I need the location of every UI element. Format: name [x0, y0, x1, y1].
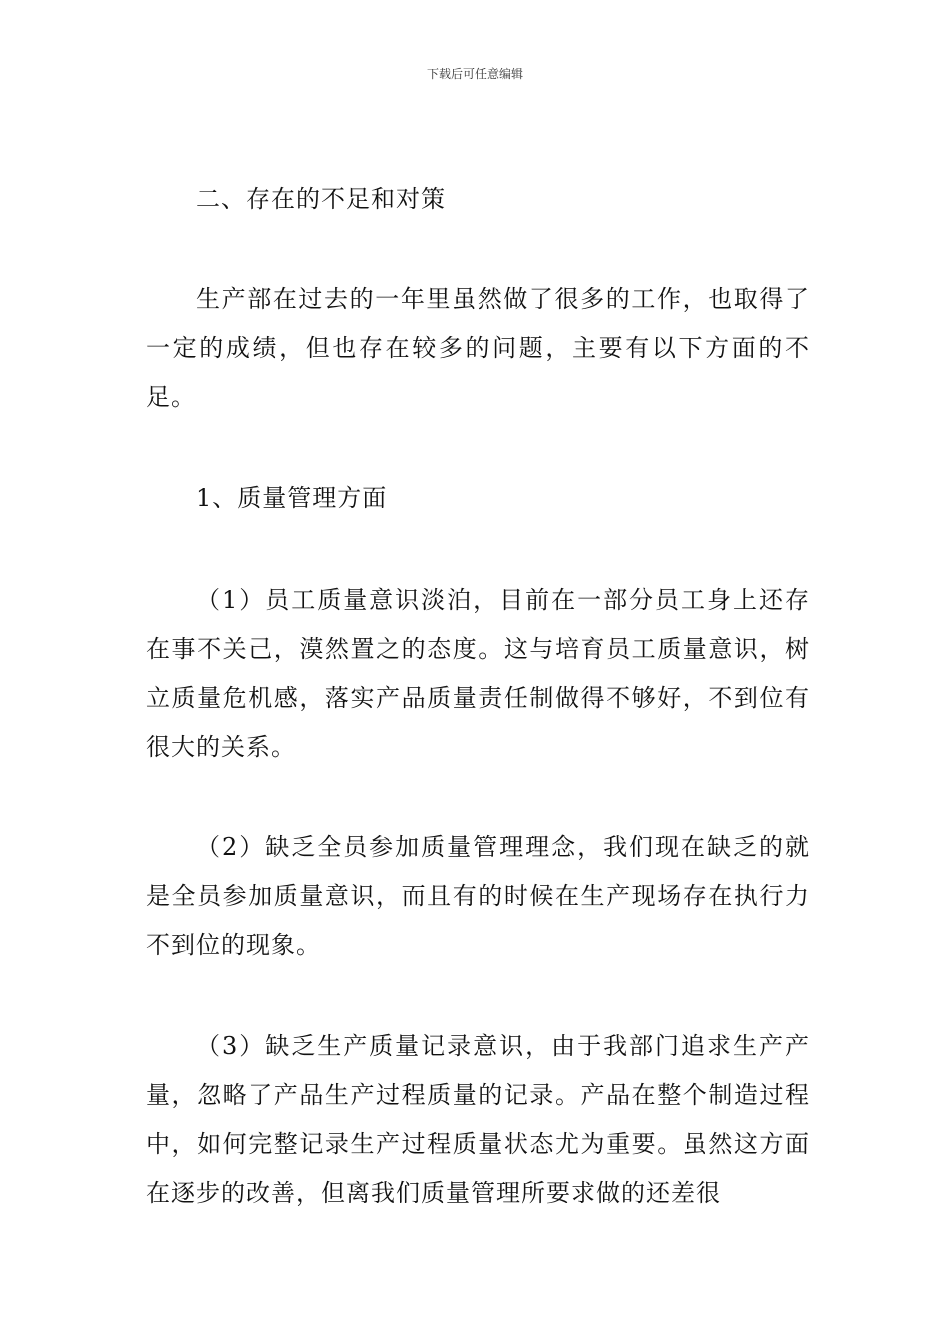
subsection-title: 1、质量管理方面	[196, 484, 388, 512]
paragraph-item-2: （2）缺乏全员参加质量管理理念，我们现在缺乏的就是全员参加质量意识，而且有的时候在生产现场存在执行力不到位的现象。	[146, 833, 810, 959]
intro-paragraph: 生产部在过去的一年里虽然做了很多的工作，也取得了一定的成绩，但也存在较多的问题，主要有以下方面的不足。	[146, 285, 810, 411]
section-title: 二、存在的不足和对策	[196, 185, 446, 213]
header-note: 下载后可任意编辑	[426, 67, 523, 81]
paragraph-item-3: （3）缺乏生产质量记录意识，由于我部门追求生产产量，忽略了产品生产过程质量的记录。产品在整个制造过程中，如何完整记录生产过程质量状态尤为重要。虽然这方面在逐步的改善，但离我们质量管理所要求做的还差很	[146, 1032, 810, 1207]
paragraph-item-1: （1）员工质量意识淡泊，目前在一部分员工身上还存在事不关己，漠然置之的态度。这与培育员工质量意识，树立质量危机感，落实产品质量责任制做得不够好，不到位有很大的关系。	[146, 586, 810, 761]
